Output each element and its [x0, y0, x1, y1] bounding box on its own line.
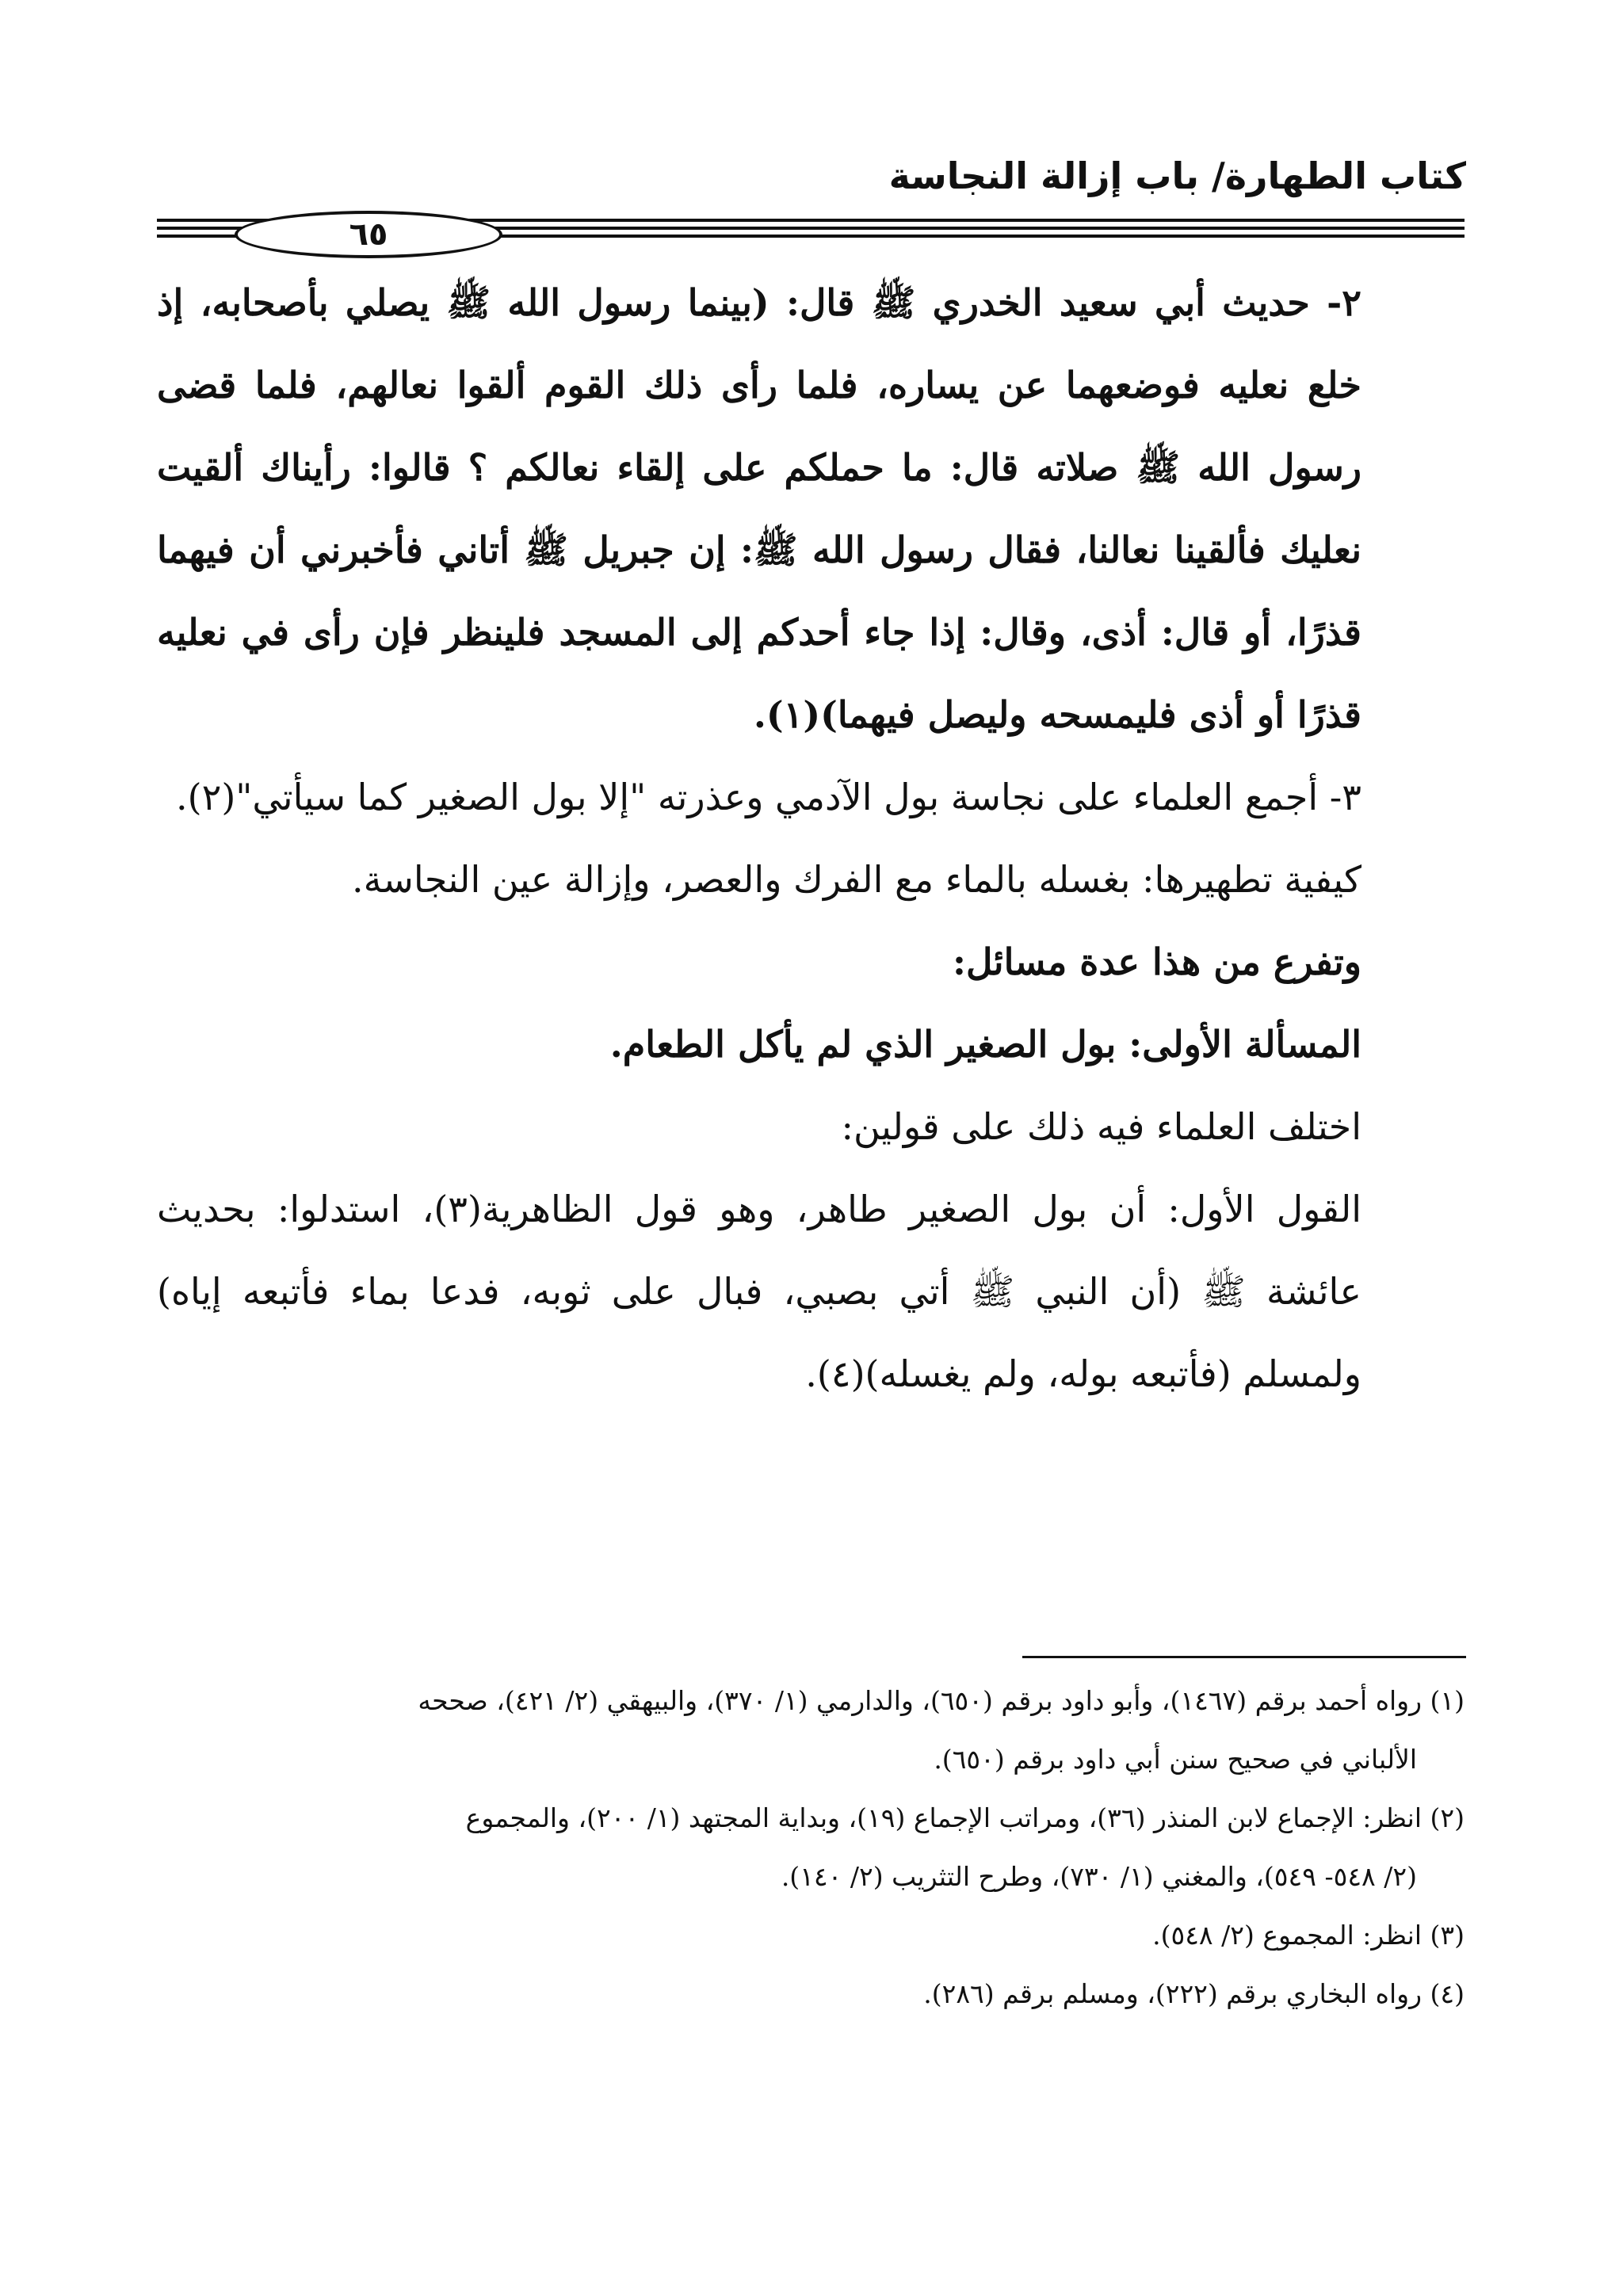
- paragraph-disagreement: اختلف العلماء فيه ذلك على قولين:: [841, 1105, 1361, 1148]
- footnote-1: (١) رواه أحمد برقم (١٤٦٧)، وأبو داود برقم (٦٥٠)، والدارمي (١/ ٣٧٠)، والبيهقي (٢/ ٤٢١)، صححه: [418, 1685, 1465, 1716]
- footnote-3: (٣) انظر: المجموع (٢/ ٥٤٨).: [1152, 1920, 1465, 1951]
- running-header-title: كتاب الطهارة/ باب إزالة النجاسة: [888, 154, 1466, 197]
- paragraph-first-opinion: القول الأول: أن بول الصغير طاهر، وهو قول الظاهرية(٣)، استدلوا: بحديث عائشة ﷺ (أن النبي ﷺ أتي بصبي، فبال على ثوبه، فدعا بماء فأتبعه إياه) ولمسلم (فأتبعه بوله، ولم يغسله)(٤).: [157, 1188, 1361, 1395]
- header-rule: [157, 208, 1465, 255]
- footnote-2-continuation: (٢/ ٥٤٨- ٥٤٩)، والمغني (١/ ٧٣٠)، وطرح التثريب (٢/ ١٤٠).: [781, 1861, 1417, 1892]
- page-number-badge: [235, 211, 502, 258]
- footnote-4: (٤) رواه البخاري برقم (٢٢٢)، ومسلم برقم (٢٨٦).: [923, 1978, 1465, 2009]
- paragraph-hadith-2: ٢- حديث أبي سعيد الخدري ﷺ قال: (بينما رسول الله ﷺ يصلي بأصحابه، إذ خلع نعليه فوضعهما عن يساره، فلما رأى ذلك القوم ألقوا نعالهم، فلما قضى رسول الله ﷺ صلاته قال: ما حملكم على إلقاء نعالكم ؟ قالوا: رأيناك ألقيت نعليك فألقينا نعالنا، فقال رسول الله ﷺ: إن جبريل ﷺ أتاني فأخبرني أن فيهما قذرًا، أو قال: أذى، وقال: إذا جاء أحدكم إلى المسجد فلينظر فإن رأى في نعليه قذرًا أو أذى فليمسحه وليصل فيهما)(١).: [157, 281, 1361, 736]
- footnote-1-continuation: الألباني في صحيح سنن أبي داود برقم (٦٥٠).: [934, 1744, 1417, 1775]
- main-text: [157, 261, 1465, 1415]
- paragraph-issues-intro: وتفرع من هذا عدة مسائل:: [952, 940, 1361, 983]
- paragraph-ijma-3: ٣- أجمع العلماء على نجاسة بول الآدمي وعذرته "إلا بول الصغير كما سيأتي"(٢).: [176, 776, 1361, 818]
- paragraph-purification: كيفية تطهيرها: بغسله بالماء مع الفرك والعصر، وإزالة عين النجاسة.: [352, 858, 1361, 901]
- paragraph-first-issue: المسألة الأولى: بول الصغير الذي لم يأكل الطعام.: [609, 1023, 1361, 1066]
- footnote-2: (٢) انظر: الإجماع لابن المنذر (٣٦)، ومراتب الإجماع (١٩)، وبداية المجتهد (١/ ٢٠٠)، والمجموع: [465, 1802, 1465, 1833]
- page-number: ٦٥: [349, 216, 388, 253]
- footnote-separator: [1022, 1656, 1466, 1658]
- footnotes: [157, 1672, 1465, 2023]
